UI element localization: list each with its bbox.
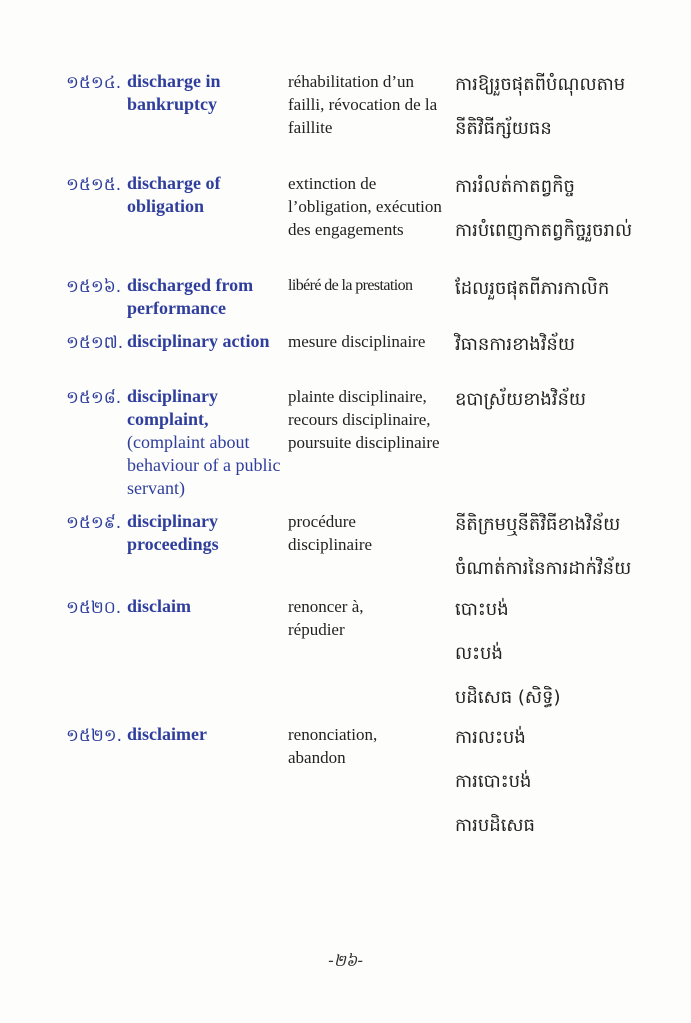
khmer-line: ការឱ្យរួចផុតពីបំណុលតាម [455, 74, 626, 95]
term-text: disciplinary proceedings [127, 511, 219, 554]
khmer-line: នីតិក្រមឬនីតិវិធីខាងវិន័យ [455, 514, 621, 535]
term-note: (complaint about behaviour of a public servant) [127, 432, 281, 498]
french-translation: libéré de la prestation [288, 277, 413, 294]
khmer-line: វិធានការខាងវិន័យ [455, 334, 575, 355]
entry-number: ១៥២០. [66, 598, 122, 618]
khmer-translation [455, 274, 685, 318]
english-term [127, 172, 287, 218]
khmer-line: ការបដិសេធ [455, 815, 535, 836]
french-translation: mesure disciplinaire [288, 332, 426, 351]
khmer-line: ចំណាត់ការនៃការដាក់វិន័យ [455, 558, 632, 579]
khmer-line: នីតិវិធីក្ស័យធន [455, 118, 552, 139]
english-term [127, 385, 287, 500]
term-text: disciplinary complaint, [127, 386, 219, 429]
khmer-line: លះបង់ [455, 643, 503, 664]
khmer-translation [455, 330, 685, 374]
khmer-line: ការបោះបង់ [455, 771, 532, 792]
entry-number: ១៥១៧. [66, 333, 124, 353]
english-term [127, 595, 287, 618]
term-text: disciplinary action [127, 331, 270, 351]
english-term [127, 723, 287, 746]
english-term [127, 510, 287, 556]
page-number: -២៦- [328, 951, 363, 970]
entry-number: ១៥១៩. [66, 513, 122, 533]
term-text: disclaimer [127, 724, 207, 744]
khmer-translation [455, 723, 685, 855]
french-translation: procédure disciplinaire [288, 512, 373, 554]
term-text: discharged from performance [127, 275, 254, 318]
french-translation: extinction de l’obligation, exécution des engagements [288, 174, 442, 239]
khmer-line: ដែលរួចផុតពីភារកាលិក [455, 278, 610, 299]
khmer-line: ការរំលត់កាតព្វកិច្ច [455, 176, 575, 197]
entry-number: ១៥១៦. [66, 277, 122, 297]
entry-number: ១៥២១. [66, 726, 123, 746]
khmer-translation [455, 595, 685, 727]
khmer-line: បោះបង់ [455, 599, 509, 620]
english-term [127, 330, 287, 353]
term-text: discharge in bankruptcy [127, 71, 221, 114]
french-translation: renoncer à, répudier [288, 597, 364, 639]
french-translation: réhabilitation d’un failli, révocation de la faillite [288, 72, 438, 137]
khmer-line: ការបំពេញកាតព្វកិច្ចរួចរាល់ [455, 220, 633, 241]
term-text: disclaim [127, 596, 192, 616]
english-term [127, 70, 287, 116]
khmer-translation [455, 385, 685, 429]
khmer-line: បដិសេធ (សិទ្ធិ) [455, 687, 561, 708]
term-text: discharge of obligation [127, 173, 221, 216]
khmer-translation [455, 510, 685, 598]
entry-number: ១៥១៥. [66, 175, 122, 195]
khmer-translation [455, 70, 685, 158]
entry-number: ១៥១៤. [66, 73, 122, 93]
khmer-line: ការលះបង់ [455, 727, 526, 748]
entry-number: ១៥១៨. [66, 388, 122, 408]
french-translation: plainte disciplinaire, recours disciplinaire, poursuite disciplinaire [288, 387, 440, 452]
french-translation: renonciation, abandon [288, 725, 378, 767]
khmer-translation [455, 172, 685, 260]
khmer-line: ឧបាស្រ័យខាងវិន័យ [455, 389, 587, 410]
english-term [127, 274, 287, 320]
